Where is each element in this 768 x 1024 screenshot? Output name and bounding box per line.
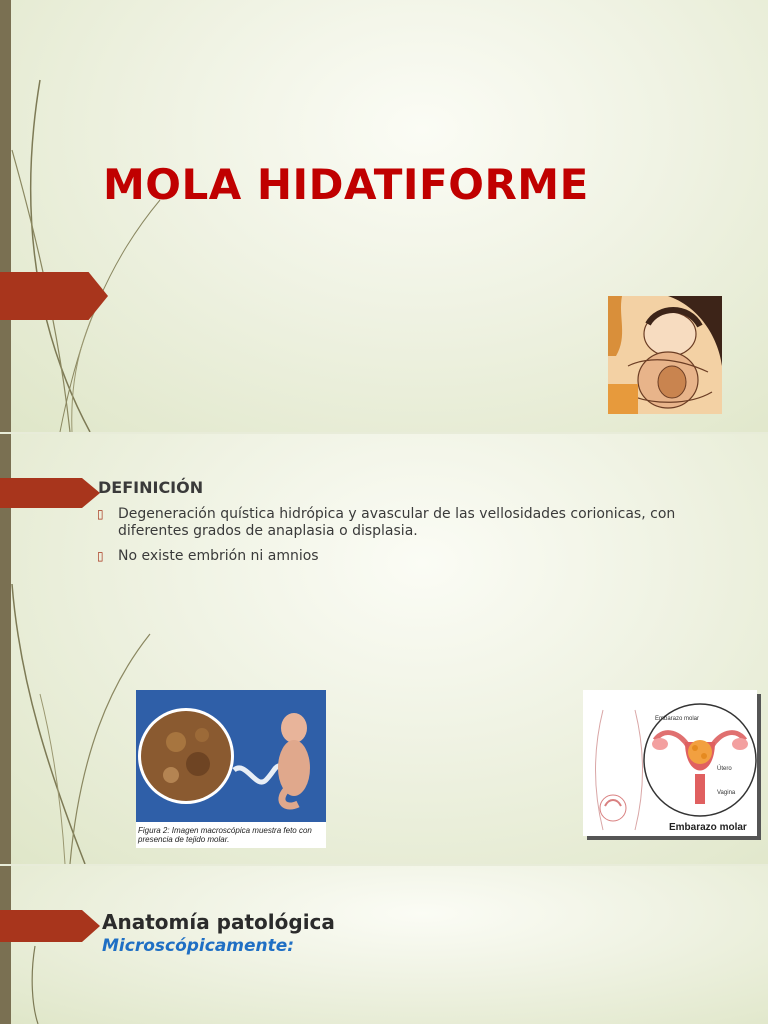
accent-arrow <box>0 478 100 508</box>
slide-title-text: MOLA HIDATIFORME <box>103 160 589 209</box>
decorative-vines <box>0 0 200 432</box>
definition-heading: DEFINICIÓN <box>98 478 204 497</box>
diagram-label-vagina: Vagina <box>717 790 736 796</box>
bullet-marker-icon: ▯ <box>97 549 104 563</box>
accent-arrow <box>0 272 108 320</box>
definition-list <box>97 506 717 573</box>
molar-tissue-photo <box>136 690 326 848</box>
figure-caption: Figura 2: Imagen macroscópica muestra feto con presencia de tejido molar. <box>138 826 312 844</box>
slide-pathology <box>0 866 768 1024</box>
pathology-subheading: Microscópicamente: <box>102 936 295 956</box>
accent-arrow <box>0 910 100 942</box>
diagram-label-uterus: Útero <box>717 766 732 772</box>
slide-title <box>0 0 768 432</box>
molar-pregnancy-diagram <box>583 690 757 836</box>
pathology-heading: Anatomía patológica <box>102 910 335 934</box>
slide-definition <box>0 434 768 864</box>
list-item: ▯ No existe embrión ni amnios <box>97 548 319 564</box>
list-item: ▯ Degeneración quística hidrópica y avascular de las vellosidades corionicas, con diferentes grados de anaplasia o displasia. <box>97 506 676 539</box>
diagram-label-molar: Embarazo molar <box>655 716 700 722</box>
diagram-footer: Embarazo molar <box>669 822 747 833</box>
pregnant-woman-illustration <box>608 296 722 414</box>
bullet-marker-icon: ▯ <box>97 507 104 521</box>
